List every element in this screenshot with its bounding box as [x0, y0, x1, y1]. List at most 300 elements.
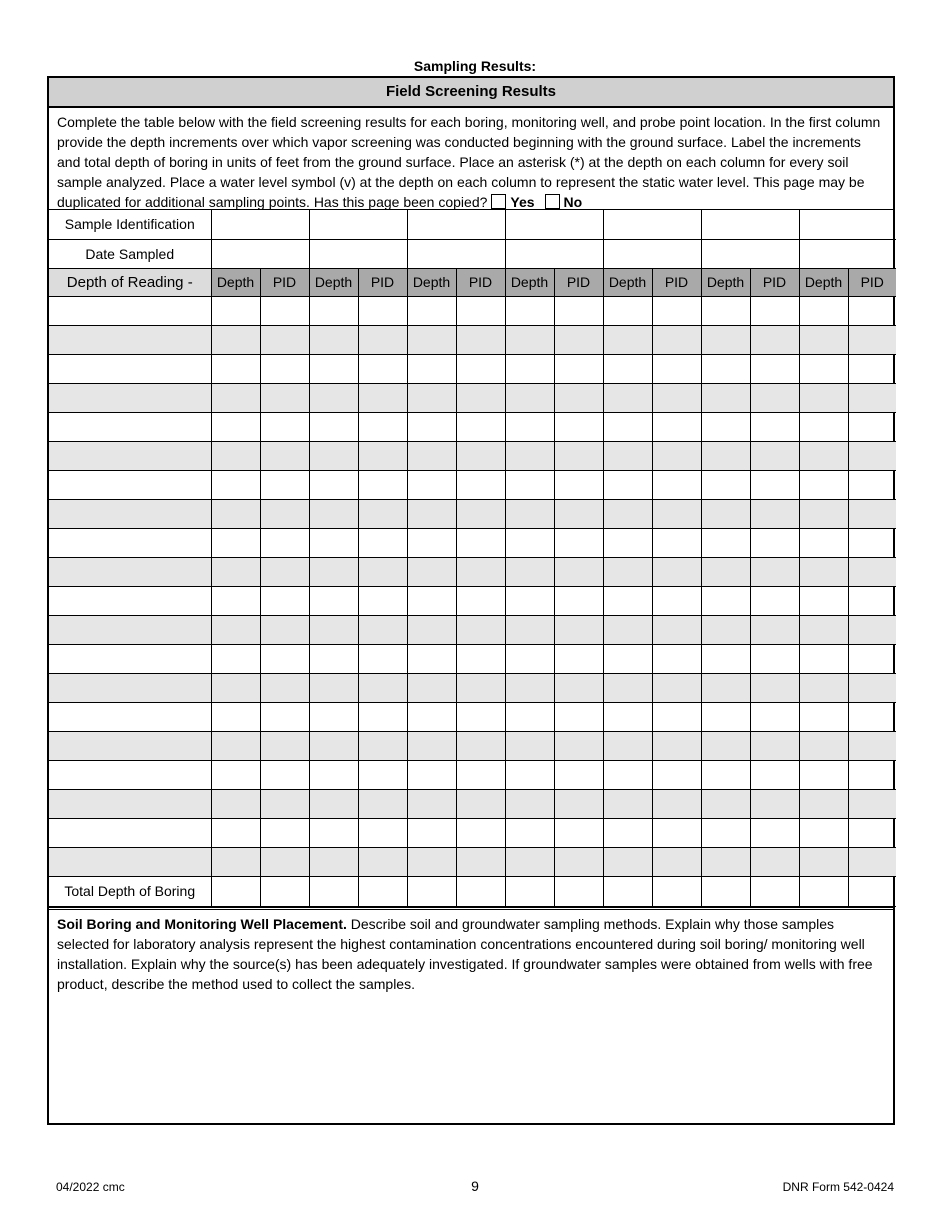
pid-cell[interactable] — [848, 789, 896, 818]
depth-cell[interactable] — [799, 296, 848, 325]
pid-cell[interactable] — [750, 760, 799, 789]
pid-cell[interactable] — [554, 557, 603, 586]
depth-cell[interactable] — [701, 586, 750, 615]
pid-cell[interactable] — [456, 499, 505, 528]
pid-cell[interactable] — [260, 673, 309, 702]
pid-cell[interactable] — [260, 760, 309, 789]
depth-cell[interactable] — [799, 441, 848, 470]
depth-cell[interactable] — [799, 615, 848, 644]
depth-cell[interactable] — [701, 499, 750, 528]
total-depth-input[interactable] — [799, 876, 848, 906]
pid-cell[interactable] — [456, 586, 505, 615]
depth-cell[interactable] — [309, 586, 358, 615]
depth-cell[interactable] — [309, 528, 358, 557]
depth-cell[interactable] — [701, 470, 750, 499]
pid-cell[interactable] — [358, 528, 407, 557]
pid-cell[interactable] — [652, 441, 701, 470]
depth-cell[interactable] — [505, 731, 554, 760]
pid-cell[interactable] — [358, 702, 407, 731]
depth-increment-cell[interactable] — [49, 470, 211, 499]
depth-cell[interactable] — [603, 818, 652, 847]
depth-cell[interactable] — [603, 296, 652, 325]
depth-increment-cell[interactable] — [49, 412, 211, 441]
depth-cell[interactable] — [505, 615, 554, 644]
depth-cell[interactable] — [701, 383, 750, 412]
depth-cell[interactable] — [407, 644, 456, 673]
depth-cell[interactable] — [211, 760, 260, 789]
depth-cell[interactable] — [603, 789, 652, 818]
pid-cell[interactable] — [750, 383, 799, 412]
total-depth-input[interactable] — [407, 876, 456, 906]
total-depth-input[interactable] — [603, 876, 652, 906]
depth-cell[interactable] — [309, 760, 358, 789]
depth-cell[interactable] — [603, 383, 652, 412]
pid-cell[interactable] — [848, 499, 896, 528]
pid-cell[interactable] — [456, 296, 505, 325]
pid-cell[interactable] — [652, 557, 701, 586]
pid-cell[interactable] — [260, 818, 309, 847]
depth-cell[interactable] — [701, 528, 750, 557]
depth-increment-cell[interactable] — [49, 702, 211, 731]
pid-cell[interactable] — [456, 644, 505, 673]
depth-cell[interactable] — [407, 557, 456, 586]
pid-cell[interactable] — [554, 470, 603, 499]
depth-cell[interactable] — [603, 499, 652, 528]
depth-cell[interactable] — [309, 383, 358, 412]
pid-cell[interactable] — [652, 644, 701, 673]
pid-cell[interactable] — [456, 673, 505, 702]
depth-cell[interactable] — [799, 557, 848, 586]
depth-cell[interactable] — [211, 441, 260, 470]
depth-increment-cell[interactable] — [49, 673, 211, 702]
pid-cell[interactable] — [652, 528, 701, 557]
depth-cell[interactable] — [603, 441, 652, 470]
depth-cell[interactable] — [211, 412, 260, 441]
depth-cell[interactable] — [799, 789, 848, 818]
depth-cell[interactable] — [603, 586, 652, 615]
pid-cell[interactable] — [358, 383, 407, 412]
depth-cell[interactable] — [407, 760, 456, 789]
depth-cell[interactable] — [211, 644, 260, 673]
depth-cell[interactable] — [799, 383, 848, 412]
pid-cell[interactable] — [652, 847, 701, 876]
depth-cell[interactable] — [309, 673, 358, 702]
depth-cell[interactable] — [505, 528, 554, 557]
total-depth-input[interactable] — [211, 876, 260, 906]
depth-cell[interactable] — [407, 702, 456, 731]
depth-cell[interactable] — [211, 702, 260, 731]
pid-cell[interactable] — [260, 412, 309, 441]
date-sampled-input[interactable] — [505, 239, 603, 268]
pid-cell[interactable] — [456, 354, 505, 383]
depth-cell[interactable] — [407, 354, 456, 383]
pid-cell[interactable] — [848, 644, 896, 673]
pid-cell[interactable] — [750, 296, 799, 325]
pid-cell[interactable] — [358, 818, 407, 847]
depth-cell[interactable] — [309, 470, 358, 499]
depth-cell[interactable] — [603, 702, 652, 731]
pid-cell[interactable] — [554, 760, 603, 789]
pid-cell[interactable] — [652, 325, 701, 354]
depth-increment-cell[interactable] — [49, 354, 211, 383]
pid-cell[interactable] — [652, 412, 701, 441]
pid-cell[interactable] — [456, 441, 505, 470]
depth-cell[interactable] — [211, 615, 260, 644]
pid-cell[interactable] — [358, 354, 407, 383]
pid-cell[interactable] — [652, 354, 701, 383]
pid-cell[interactable] — [750, 354, 799, 383]
depth-cell[interactable] — [799, 325, 848, 354]
depth-cell[interactable] — [407, 470, 456, 499]
depth-cell[interactable] — [799, 528, 848, 557]
depth-cell[interactable] — [799, 702, 848, 731]
depth-cell[interactable] — [603, 644, 652, 673]
pid-cell[interactable] — [260, 731, 309, 760]
depth-cell[interactable] — [309, 644, 358, 673]
depth-cell[interactable] — [407, 296, 456, 325]
depth-cell[interactable] — [309, 325, 358, 354]
pid-cell[interactable] — [848, 528, 896, 557]
pid-cell[interactable] — [260, 702, 309, 731]
pid-cell[interactable] — [848, 673, 896, 702]
total-depth-input[interactable] — [260, 876, 309, 906]
date-sampled-input[interactable] — [211, 239, 309, 268]
depth-cell[interactable] — [603, 354, 652, 383]
pid-cell[interactable] — [554, 615, 603, 644]
depth-increment-cell[interactable] — [49, 644, 211, 673]
depth-cell[interactable] — [701, 789, 750, 818]
depth-increment-cell[interactable] — [49, 296, 211, 325]
pid-cell[interactable] — [848, 383, 896, 412]
depth-cell[interactable] — [309, 847, 358, 876]
depth-cell[interactable] — [505, 354, 554, 383]
depth-cell[interactable] — [799, 673, 848, 702]
pid-cell[interactable] — [554, 412, 603, 441]
depth-cell[interactable] — [603, 528, 652, 557]
depth-cell[interactable] — [407, 586, 456, 615]
pid-cell[interactable] — [750, 528, 799, 557]
depth-cell[interactable] — [407, 615, 456, 644]
pid-cell[interactable] — [260, 557, 309, 586]
pid-cell[interactable] — [848, 731, 896, 760]
sample-id-input[interactable] — [799, 210, 896, 239]
depth-cell[interactable] — [701, 702, 750, 731]
depth-cell[interactable] — [603, 557, 652, 586]
depth-cell[interactable] — [407, 441, 456, 470]
depth-cell[interactable] — [309, 441, 358, 470]
depth-cell[interactable] — [309, 615, 358, 644]
pid-cell[interactable] — [260, 644, 309, 673]
depth-cell[interactable] — [701, 731, 750, 760]
pid-cell[interactable] — [554, 296, 603, 325]
pid-cell[interactable] — [652, 673, 701, 702]
depth-cell[interactable] — [407, 818, 456, 847]
pid-cell[interactable] — [554, 499, 603, 528]
pid-cell[interactable] — [554, 818, 603, 847]
total-depth-input[interactable] — [701, 876, 750, 906]
depth-increment-cell[interactable] — [49, 789, 211, 818]
pid-cell[interactable] — [358, 615, 407, 644]
sample-id-input[interactable] — [211, 210, 309, 239]
depth-cell[interactable] — [505, 644, 554, 673]
depth-increment-cell[interactable] — [49, 760, 211, 789]
depth-cell[interactable] — [701, 296, 750, 325]
depth-cell[interactable] — [407, 412, 456, 441]
depth-cell[interactable] — [603, 470, 652, 499]
depth-cell[interactable] — [505, 412, 554, 441]
pid-cell[interactable] — [554, 731, 603, 760]
depth-cell[interactable] — [505, 847, 554, 876]
total-depth-input[interactable] — [358, 876, 407, 906]
depth-cell[interactable] — [309, 818, 358, 847]
pid-cell[interactable] — [750, 702, 799, 731]
depth-increment-cell[interactable] — [49, 615, 211, 644]
pid-cell[interactable] — [260, 586, 309, 615]
depth-cell[interactable] — [505, 296, 554, 325]
depth-cell[interactable] — [211, 818, 260, 847]
depth-cell[interactable] — [799, 499, 848, 528]
depth-cell[interactable] — [211, 789, 260, 818]
pid-cell[interactable] — [260, 847, 309, 876]
depth-cell[interactable] — [603, 673, 652, 702]
total-depth-input[interactable] — [652, 876, 701, 906]
depth-cell[interactable] — [309, 702, 358, 731]
pid-cell[interactable] — [358, 441, 407, 470]
depth-cell[interactable] — [211, 499, 260, 528]
pid-cell[interactable] — [750, 847, 799, 876]
depth-cell[interactable] — [603, 615, 652, 644]
pid-cell[interactable] — [750, 441, 799, 470]
total-depth-input[interactable] — [309, 876, 358, 906]
depth-cell[interactable] — [799, 354, 848, 383]
depth-cell[interactable] — [603, 412, 652, 441]
pid-cell[interactable] — [554, 528, 603, 557]
sample-id-input[interactable] — [309, 210, 407, 239]
pid-cell[interactable] — [358, 499, 407, 528]
depth-cell[interactable] — [505, 470, 554, 499]
pid-cell[interactable] — [848, 354, 896, 383]
pid-cell[interactable] — [848, 615, 896, 644]
pid-cell[interactable] — [750, 412, 799, 441]
depth-cell[interactable] — [603, 325, 652, 354]
depth-cell[interactable] — [407, 499, 456, 528]
pid-cell[interactable] — [652, 296, 701, 325]
pid-cell[interactable] — [554, 644, 603, 673]
total-depth-input[interactable] — [848, 876, 896, 906]
pid-cell[interactable] — [750, 789, 799, 818]
depth-cell[interactable] — [211, 731, 260, 760]
depth-cell[interactable] — [505, 586, 554, 615]
pid-cell[interactable] — [260, 499, 309, 528]
depth-cell[interactable] — [505, 499, 554, 528]
depth-cell[interactable] — [211, 673, 260, 702]
pid-cell[interactable] — [750, 586, 799, 615]
pid-cell[interactable] — [750, 470, 799, 499]
depth-cell[interactable] — [799, 847, 848, 876]
sample-id-input[interactable] — [603, 210, 701, 239]
pid-cell[interactable] — [260, 615, 309, 644]
pid-cell[interactable] — [848, 296, 896, 325]
pid-cell[interactable] — [456, 789, 505, 818]
total-depth-input[interactable] — [554, 876, 603, 906]
depth-cell[interactable] — [799, 760, 848, 789]
total-depth-input[interactable] — [456, 876, 505, 906]
pid-cell[interactable] — [358, 470, 407, 499]
pid-cell[interactable] — [750, 615, 799, 644]
date-sampled-input[interactable] — [799, 239, 896, 268]
pid-cell[interactable] — [260, 296, 309, 325]
depth-cell[interactable] — [211, 470, 260, 499]
depth-cell[interactable] — [799, 412, 848, 441]
depth-cell[interactable] — [211, 528, 260, 557]
pid-cell[interactable] — [554, 354, 603, 383]
yes-checkbox[interactable] — [491, 194, 506, 209]
depth-increment-cell[interactable] — [49, 818, 211, 847]
pid-cell[interactable] — [652, 818, 701, 847]
depth-cell[interactable] — [407, 325, 456, 354]
pid-cell[interactable] — [260, 325, 309, 354]
depth-cell[interactable] — [701, 412, 750, 441]
depth-cell[interactable] — [309, 731, 358, 760]
depth-cell[interactable] — [211, 354, 260, 383]
depth-cell[interactable] — [603, 847, 652, 876]
depth-cell[interactable] — [211, 557, 260, 586]
pid-cell[interactable] — [652, 789, 701, 818]
depth-cell[interactable] — [701, 615, 750, 644]
depth-increment-cell[interactable] — [49, 731, 211, 760]
pid-cell[interactable] — [848, 702, 896, 731]
pid-cell[interactable] — [652, 499, 701, 528]
depth-cell[interactable] — [505, 818, 554, 847]
pid-cell[interactable] — [750, 644, 799, 673]
depth-increment-cell[interactable] — [49, 847, 211, 876]
pid-cell[interactable] — [260, 383, 309, 412]
pid-cell[interactable] — [456, 847, 505, 876]
depth-cell[interactable] — [505, 760, 554, 789]
depth-cell[interactable] — [211, 296, 260, 325]
pid-cell[interactable] — [456, 470, 505, 499]
pid-cell[interactable] — [456, 818, 505, 847]
date-sampled-input[interactable] — [603, 239, 701, 268]
depth-increment-cell[interactable] — [49, 325, 211, 354]
depth-cell[interactable] — [701, 354, 750, 383]
pid-cell[interactable] — [358, 760, 407, 789]
pid-cell[interactable] — [848, 847, 896, 876]
pid-cell[interactable] — [554, 847, 603, 876]
pid-cell[interactable] — [652, 586, 701, 615]
depth-cell[interactable] — [309, 557, 358, 586]
sample-id-input[interactable] — [505, 210, 603, 239]
pid-cell[interactable] — [358, 731, 407, 760]
depth-cell[interactable] — [407, 673, 456, 702]
depth-cell[interactable] — [701, 673, 750, 702]
pid-cell[interactable] — [750, 673, 799, 702]
depth-cell[interactable] — [505, 557, 554, 586]
pid-cell[interactable] — [554, 441, 603, 470]
pid-cell[interactable] — [554, 586, 603, 615]
depth-cell[interactable] — [407, 731, 456, 760]
pid-cell[interactable] — [652, 760, 701, 789]
pid-cell[interactable] — [456, 760, 505, 789]
pid-cell[interactable] — [260, 441, 309, 470]
pid-cell[interactable] — [652, 731, 701, 760]
depth-increment-cell[interactable] — [49, 586, 211, 615]
pid-cell[interactable] — [260, 354, 309, 383]
pid-cell[interactable] — [848, 441, 896, 470]
pid-cell[interactable] — [358, 557, 407, 586]
pid-cell[interactable] — [848, 818, 896, 847]
no-checkbox[interactable] — [545, 194, 560, 209]
pid-cell[interactable] — [750, 557, 799, 586]
pid-cell[interactable] — [260, 789, 309, 818]
depth-cell[interactable] — [309, 296, 358, 325]
pid-cell[interactable] — [750, 499, 799, 528]
pid-cell[interactable] — [456, 615, 505, 644]
depth-cell[interactable] — [407, 789, 456, 818]
depth-cell[interactable] — [701, 441, 750, 470]
pid-cell[interactable] — [750, 325, 799, 354]
pid-cell[interactable] — [554, 383, 603, 412]
depth-cell[interactable] — [505, 673, 554, 702]
pid-cell[interactable] — [456, 412, 505, 441]
depth-cell[interactable] — [701, 760, 750, 789]
pid-cell[interactable] — [750, 731, 799, 760]
depth-cell[interactable] — [701, 847, 750, 876]
depth-cell[interactable] — [799, 470, 848, 499]
pid-cell[interactable] — [750, 818, 799, 847]
depth-cell[interactable] — [799, 644, 848, 673]
pid-cell[interactable] — [652, 383, 701, 412]
depth-cell[interactable] — [211, 325, 260, 354]
depth-cell[interactable] — [799, 818, 848, 847]
depth-cell[interactable] — [407, 383, 456, 412]
pid-cell[interactable] — [554, 789, 603, 818]
date-sampled-input[interactable] — [701, 239, 799, 268]
pid-cell[interactable] — [260, 528, 309, 557]
pid-cell[interactable] — [456, 383, 505, 412]
pid-cell[interactable] — [456, 731, 505, 760]
pid-cell[interactable] — [848, 760, 896, 789]
depth-cell[interactable] — [211, 847, 260, 876]
depth-increment-cell[interactable] — [49, 528, 211, 557]
pid-cell[interactable] — [848, 557, 896, 586]
depth-cell[interactable] — [603, 760, 652, 789]
pid-cell[interactable] — [652, 470, 701, 499]
depth-cell[interactable] — [603, 731, 652, 760]
depth-cell[interactable] — [211, 383, 260, 412]
depth-cell[interactable] — [701, 818, 750, 847]
depth-cell[interactable] — [505, 383, 554, 412]
pid-cell[interactable] — [848, 325, 896, 354]
pid-cell[interactable] — [260, 470, 309, 499]
pid-cell[interactable] — [652, 702, 701, 731]
pid-cell[interactable] — [358, 325, 407, 354]
sample-id-input[interactable] — [407, 210, 505, 239]
pid-cell[interactable] — [554, 325, 603, 354]
depth-cell[interactable] — [211, 586, 260, 615]
pid-cell[interactable] — [848, 412, 896, 441]
depth-cell[interactable] — [505, 325, 554, 354]
depth-increment-cell[interactable] — [49, 557, 211, 586]
pid-cell[interactable] — [358, 847, 407, 876]
depth-cell[interactable] — [701, 325, 750, 354]
pid-cell[interactable] — [358, 586, 407, 615]
pid-cell[interactable] — [456, 528, 505, 557]
depth-cell[interactable] — [701, 557, 750, 586]
sample-id-input[interactable] — [701, 210, 799, 239]
total-depth-input[interactable] — [505, 876, 554, 906]
depth-increment-cell[interactable] — [49, 499, 211, 528]
